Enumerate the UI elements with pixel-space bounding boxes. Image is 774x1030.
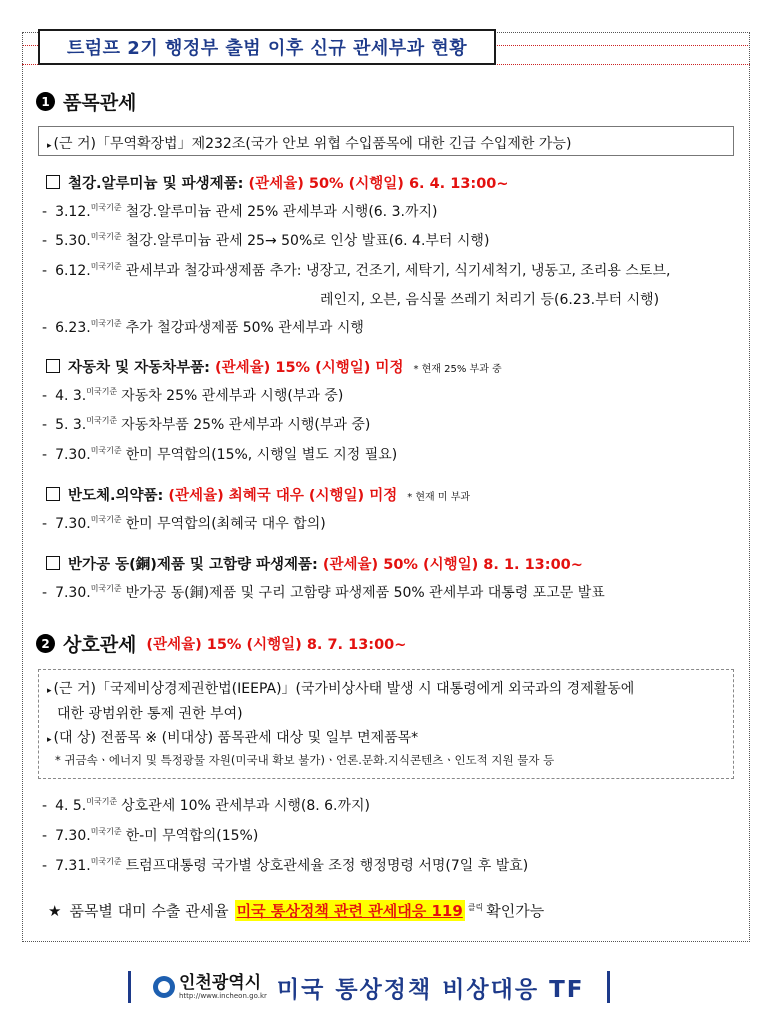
page-title-box (38, 29, 496, 65)
section-1-title: 품목관세 (63, 92, 137, 114)
section-2-basis-line1: (근 거)「국제비상경제권한법(IEEPA)」(국가비상사태 발생 시 대통령에게 외국과의 경제활동에 (53, 681, 635, 697)
section-2-heading (36, 630, 406, 657)
group-auto-heading (46, 356, 502, 377)
row-sup: 미국기준 (90, 232, 122, 241)
list-item: - 3.12. 미국기준 철강.알루미늄 관세 25% 관세부과 시행(6. 3.까지) (42, 203, 438, 220)
row-text: 상호관세 10% 관세부과 시행(8. 6.까지) (121, 798, 371, 814)
section-2-target: (대 상) 전품목 ※ (비대상) 품목관세 대상 및 일부 면제품목* (53, 730, 419, 746)
star-prefix: 품목별 대미 수출 관세율 (69, 902, 229, 920)
row-date: 4. 3. (55, 388, 87, 404)
group-tariff-info: (관세율) 50% (시행일) 8. 1. 13:00~ (322, 557, 583, 573)
triangle-bullet-icon: ▸ (47, 141, 52, 151)
star-note (48, 900, 544, 921)
group-tariff-info: (관세율) 50% (시행일) 6. 4. 13:00~ (248, 176, 509, 192)
incheon-logo (153, 974, 267, 1000)
list-item: - 6.23. 미국기준 추가 철강파생제품 50% 관세부과 시행 (42, 319, 364, 336)
row-text: 레인지, 오븐, 음식물 쓰레기 처리기 등(6.23.부터 시행) (320, 292, 660, 308)
group-tariff-info: (관세율) 최혜국 대우 (시행일) 미정 (168, 488, 398, 504)
row-date: 5.30. (55, 233, 91, 249)
section-2-target-note: * 귀금속ㆍ에너지 및 특정광물 자원(미국내 확보 불가)ㆍ언론.문화.지식콘텐츠ㆍ인도적 지원 물자 등 (55, 753, 555, 767)
star-icon: ★ (48, 902, 62, 920)
row-text: 관세부과 철강파생제품 추가: 냉장고, 건조기, 세탁기, 식기세척기, 냉동고, 조리용 스토브, (125, 263, 671, 279)
row-date: 6.12. (55, 263, 91, 279)
row-sup: 미국기준 (86, 416, 118, 425)
section-2-title: 상호관세 (63, 634, 137, 656)
org-url: http://www.incheon.go.kr (179, 992, 267, 1000)
row-sup: 미국기준 (90, 203, 122, 212)
row-text: 한-미 무역합의(15%) (125, 828, 259, 844)
checkbox-square-icon (46, 487, 60, 501)
group-heading-text: 철강.알루미늄 및 파생제품: (68, 176, 244, 192)
row-text: 트럼프대통령 국가별 상호관세율 조정 행정명령 서명(7일 후 발효) (125, 858, 529, 874)
list-item: - 7.31. 미국기준 트럼프대통령 국가별 상호관세율 조정 행정명령 서명(7일 후 발효) (42, 857, 529, 874)
list-item: - 5.30. 미국기준 철강.알루미늄 관세 25→ 50%로 인상 발표(6. 4.부터 시행) (42, 232, 490, 249)
click-label[interactable]: 클릭 (467, 903, 484, 912)
checkbox-square-icon (46, 175, 60, 189)
section-2-tariff-info: (관세율) 15% (시행일) 8. 7. 13:00~ (146, 637, 407, 653)
row-date: 6.23. (55, 320, 91, 336)
section-2-number-icon: 2 (36, 634, 55, 653)
list-item: - 4. 5. 미국기준 상호관세 10% 관세부과 시행(8. 6.까지) (42, 797, 371, 814)
list-item: - 7.30. 미국기준 한미 무역합의(15%, 시행일 별도 지정 필요) (42, 446, 398, 463)
row-date: 7.30. (55, 585, 91, 601)
row-date: 7.30. (55, 828, 91, 844)
section-1-basis: (근 거)「무역확장법」제232조(국가 안보 위협 수입품목에 대한 긴급 수입제한 가능) (53, 136, 572, 152)
row-text: 한미 무역합의(15%, 시행일 별도 지정 필요) (125, 447, 398, 463)
list-item: - 6.12. 미국기준 관세부과 철강파생제품 추가: 냉장고, 건조기, 세탁기, 식기세척기, 냉동고, 조리용 스토브, (42, 262, 671, 279)
footer-divider-left (128, 971, 131, 1003)
page-title: 트럼프 2기 행정부 출범 이후 신규 관세부과 현황 (66, 38, 468, 59)
row-text: 자동차 25% 관세부과 시행(부과 중) (121, 388, 344, 404)
row-sup: 미국기준 (90, 857, 122, 866)
list-item-continuation (320, 289, 659, 309)
row-text: 철강.알루미늄 관세 25% 관세부과 시행(6. 3.까지) (125, 204, 438, 220)
incheon-logo-icon (153, 976, 175, 998)
checkbox-square-icon (46, 556, 60, 570)
group-note: * 현재 미 부과 (407, 492, 471, 503)
section-2-basis-line2: 대한 광범위한 통제 권한 부여) (57, 706, 243, 722)
star-suffix: 확인가능 (486, 902, 545, 920)
row-sup: 미국기준 (90, 446, 122, 455)
section-1-heading (36, 88, 136, 115)
row-text: 자동차부품 25% 관세부과 시행(부과 중) (121, 417, 371, 433)
list-item: - 7.30. 미국기준 반가공 동(銅)제품 및 구리 고함량 파생제품 50% 관세부과 대통령 포고문 발표 (42, 584, 605, 601)
group-copper-heading (46, 553, 583, 574)
section-1-number-icon: 1 (36, 92, 55, 111)
row-sup: 미국기준 (90, 584, 122, 593)
group-note: * 현재 25% 부과 중 (413, 364, 502, 375)
triangle-bullet-icon: ▸ (47, 686, 52, 696)
row-text: 한미 무역합의(최혜국 대우 합의) (125, 516, 326, 532)
row-sup: 미국기준 (90, 515, 122, 524)
section-1-basis-box (38, 126, 734, 156)
group-heading-text: 자동차 및 자동차부품: (68, 360, 210, 376)
list-item: - 7.30. 미국기준 한미 무역합의(최혜국 대우 합의) (42, 515, 326, 532)
row-sup: 미국기준 (90, 827, 122, 836)
row-date: 7.30. (55, 447, 91, 463)
group-heading-text: 반도체.의약품: (68, 488, 164, 504)
row-date: 5. 3. (55, 417, 87, 433)
group-steel-heading (46, 172, 509, 193)
checkbox-square-icon (46, 359, 60, 373)
list-item: - 7.30. 미국기준 한-미 무역합의(15%) (42, 827, 259, 844)
org-name: 인천광역시 (179, 973, 262, 993)
row-sup: 미국기준 (86, 797, 118, 806)
list-item: - 5. 3. 미국기준 자동차부품 25% 관세부과 시행(부과 중) (42, 416, 371, 433)
row-date: 7.30. (55, 516, 91, 532)
group-semiconductor-heading (46, 484, 470, 505)
section-2-basis-box (38, 669, 734, 779)
tf-name: 미국 통상정책 비상대응 TF (276, 976, 585, 1003)
group-heading-text: 반가공 동(銅)제품 및 고함량 파생제품: (68, 557, 318, 573)
row-sup: 미국기준 (90, 262, 122, 271)
footer (128, 970, 610, 1004)
row-date: 7.31. (55, 858, 91, 874)
row-text: 철강.알루미늄 관세 25→ 50%로 인상 발표(6. 4.부터 시행) (125, 233, 490, 249)
triangle-bullet-icon: ▸ (47, 735, 52, 745)
row-sup: 미국기준 (90, 319, 122, 328)
row-date: 3.12. (55, 204, 91, 220)
row-sup: 미국기준 (86, 387, 118, 396)
list-item: - 4. 3. 미국기준 자동차 25% 관세부과 시행(부과 중) (42, 387, 344, 404)
row-date: 4. 5. (55, 798, 87, 814)
row-text: 반가공 동(銅)제품 및 구리 고함량 파생제품 50% 관세부과 대통령 포고문 발표 (125, 585, 605, 601)
tariff-119-link[interactable]: 미국 통상정책 관련 관세대응 119 (236, 902, 463, 920)
group-tariff-info: (관세율) 15% (시행일) 미정 (215, 360, 404, 376)
row-text: 추가 철강파생제품 50% 관세부과 시행 (125, 320, 364, 336)
footer-divider-right (607, 971, 610, 1003)
